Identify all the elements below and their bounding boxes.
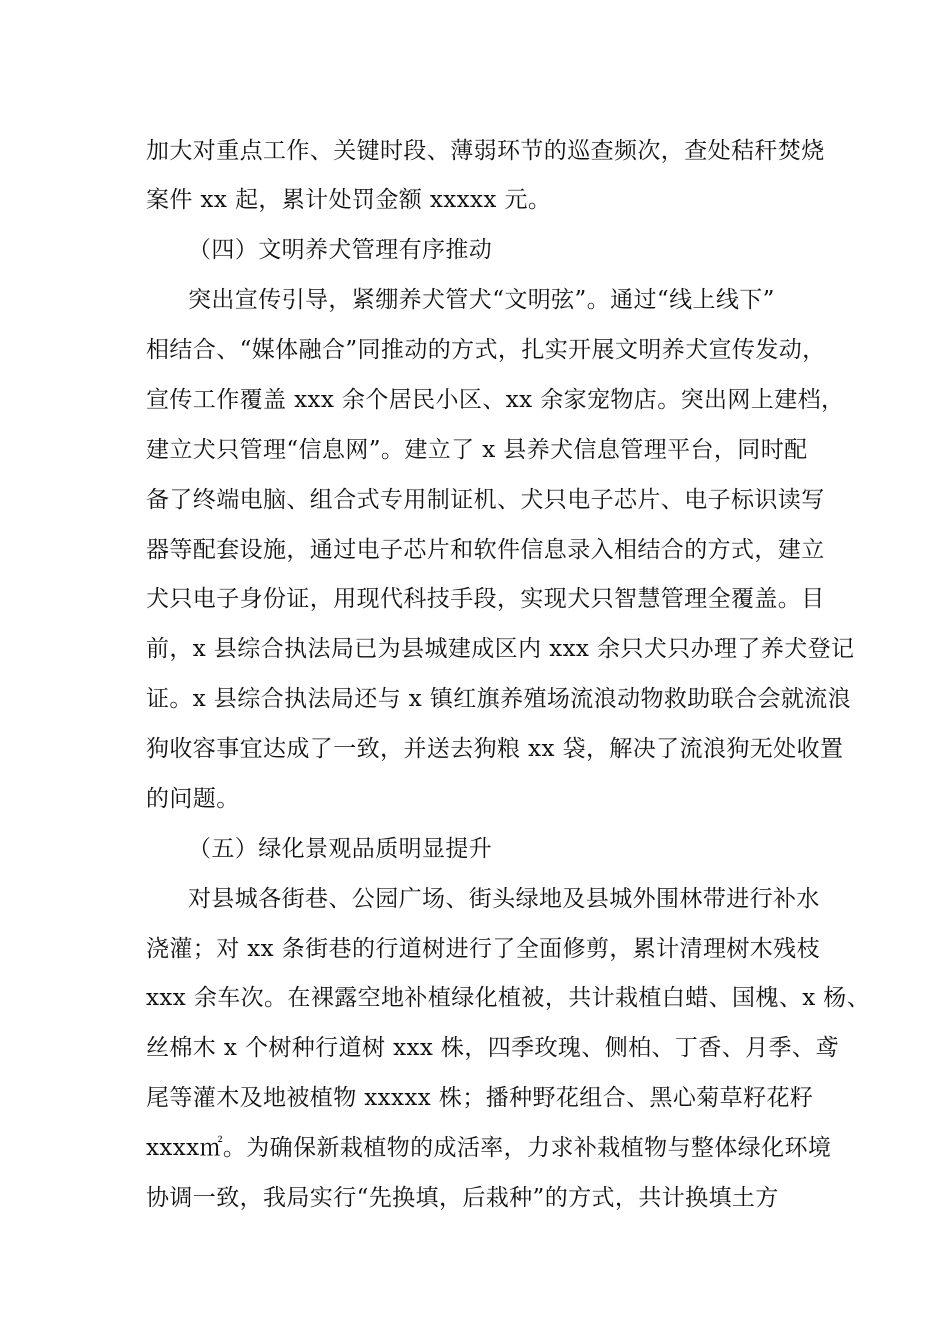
body-text-line: 尾等灌木及地被植物 xxxxx 株；播种野花组合、黑心菊草籽花籽 xyxy=(146,1085,814,1111)
body-text-line: 建立犬只管理“信息网”。建立了 x 县养犬信息管理平台，同时配 xyxy=(146,437,808,463)
body-text-line: 宣传工作覆盖 xxx 余个居民小区、xx 余家宠物店。突出网上建档， xyxy=(146,387,845,413)
paragraph-first-line: 突出宣传引导，紧绷养犬管犬“文明弦”。通过“线上线下” xyxy=(188,287,775,313)
section-heading-five: （五）绿化景观品质明显提升 xyxy=(188,836,493,862)
body-text-line: 协调一致，我局实行“先换填，后栽种”的方式，共计换填土方 xyxy=(146,1185,779,1211)
section-heading-four: （四）文明养犬管理有序推动 xyxy=(188,237,493,263)
body-text-line: xxx 余车次。在裸露空地补植绿化植被，共计栽植白蜡、国槐、x 杨、 xyxy=(146,985,871,1011)
body-text-line: 案件 xx 起，累计处罚金额 xxxxx 元。 xyxy=(146,187,552,213)
body-text-line: 浇灌；对 xx 条街巷的行道树进行了全面修剪，累计清理树木残枝 xyxy=(146,936,820,962)
body-text-line: 相结合、“媒体融合”同推动的方式，扎实开展文明养犬宣传发动， xyxy=(146,337,826,363)
body-text-line: 狗收容事宜达成了一致，并送去狗粮 xx 袋，解决了流浪狗无处收置 xyxy=(146,736,844,762)
body-text-line: 备了终端电脑、组合式专用制证机、犬只电子芯片、电子标识读写 xyxy=(146,487,825,513)
body-text-line: 的问题。 xyxy=(146,786,240,812)
paragraph-first-line: 对县城各街巷、公园广场、街头绿地及县城外围林带进行补水 xyxy=(188,886,820,912)
body-text-line: 器等配套设施，通过电子芯片和软件信息录入相结合的方式，建立 xyxy=(146,537,825,563)
body-text-line: 丝棉木 x 个树种行道树 xxx 株，四季玫瑰、侧柏、丁香、月季、鸢 xyxy=(146,1035,839,1061)
body-text-line: 加大对重点工作、关键时段、薄弱环节的巡查频次，查处秸秆焚烧 xyxy=(146,138,825,164)
body-text-line: xxxx㎡。为确保新栽植物的成活率，力求补栽植物与整体绿化环境 xyxy=(146,1135,832,1161)
body-text-line: 证。x 县综合执法局还与 x 镇红旗养殖场流浪动物救助联合会就流浪 xyxy=(146,686,852,712)
body-text-line: 犬只电子身份证，用现代科技手段，实现犬只智慧管理全覆盖。目 xyxy=(146,586,825,612)
body-text-line: 前，x 县综合执法局已为县城建成区内 xxx 余只犬只办理了养犬登记 xyxy=(146,636,855,662)
